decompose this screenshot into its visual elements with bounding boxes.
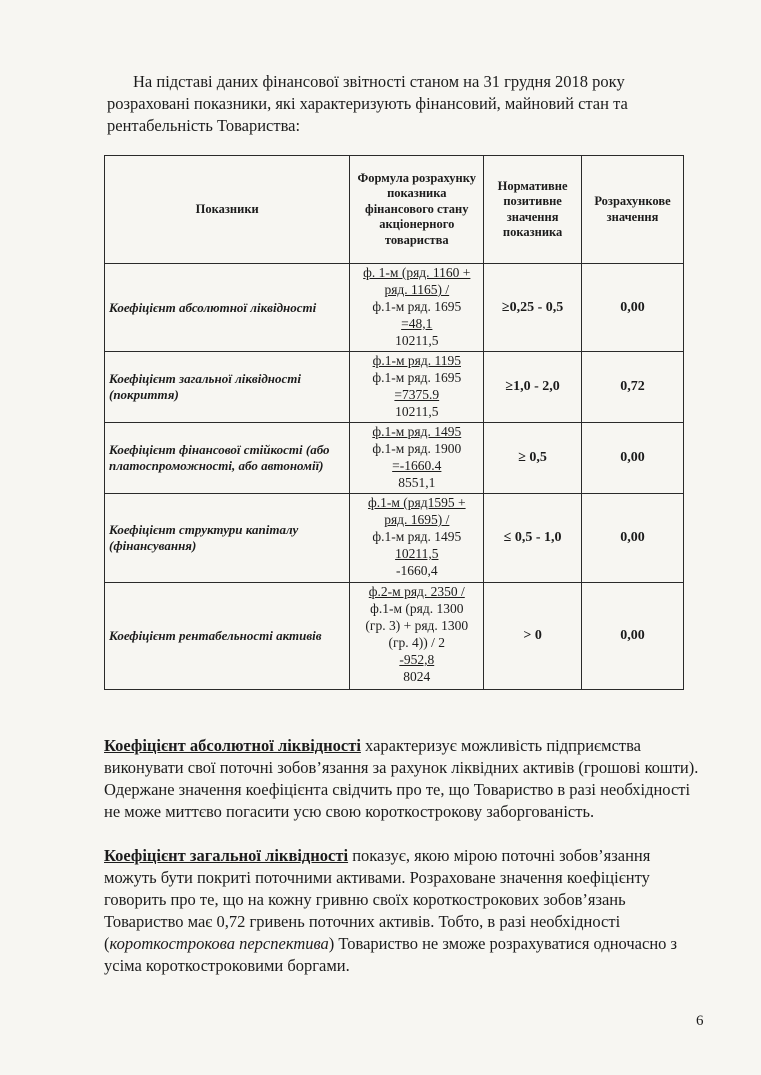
formula-line: 8024 bbox=[403, 669, 431, 684]
formula-line: ф.1-м ряд. 1695 bbox=[372, 370, 462, 385]
paragraph-text: характеризує можливість підприємства виконувати свої поточні зобов’язання за рахунок ліквідних активів (грошові кошти). Одержане значення коефіцієнта свідчить про те, що Товариство в разі необхідності не може миттєво погасити усю свою короткострокову заборгованість. bbox=[104, 736, 699, 821]
formula-line: ф.1-м (ряд1595 + bbox=[367, 495, 466, 510]
row-value: 0,00 bbox=[582, 494, 684, 583]
intro-text: На підставі даних фінансової звітності станом на 31 грудня 2018 року розраховані показники, які характеризують фінансовий, майновий стан та рентабельність Товариства: bbox=[107, 72, 628, 135]
row-norm: ≤ 0,5 - 1,0 bbox=[484, 494, 582, 583]
formula-line: ф.1-м ряд. 1195 bbox=[372, 353, 461, 368]
formula-line: 10211,5 bbox=[395, 546, 439, 561]
header-formula: Формула розрахунку показника фінансового стану акціонерного товариства bbox=[350, 156, 484, 264]
row-norm: ≥0,25 - 0,5 bbox=[484, 264, 582, 352]
header-norm: Нормативне позитивне значення показника bbox=[484, 156, 582, 264]
paragraph-text: ) Товариство не зможе розрахуватися одночасно з усіма короткостроковими боргами. bbox=[104, 934, 678, 975]
row-formula bbox=[350, 264, 484, 352]
row-formula bbox=[350, 352, 484, 423]
formula-line: ф.2-м ряд. 2350 / bbox=[368, 584, 465, 599]
table-row bbox=[105, 583, 684, 690]
formula-line: ф.1-м ряд. 1495 bbox=[372, 529, 462, 544]
term-absolute-liquidity: Коефіцієнт абсолютної ліквідності bbox=[104, 736, 361, 755]
formula-line: -952,8 bbox=[399, 652, 435, 667]
paragraph-absolute-liquidity bbox=[104, 735, 704, 823]
formula-line: -1660,4 bbox=[395, 563, 438, 578]
formula-line: (гр. 4)) / 2 bbox=[388, 635, 446, 650]
table-row bbox=[105, 352, 684, 423]
formula-line: ф.1-м (ряд. 1300 bbox=[370, 601, 464, 616]
row-norm: > 0 bbox=[484, 583, 582, 690]
row-value: 0,72 bbox=[582, 352, 684, 423]
row-value: 0,00 bbox=[582, 423, 684, 494]
row-name: Коефіцієнт рентабельності активів bbox=[105, 583, 350, 690]
row-name: Коефіцієнт загальної ліквідності (покриття) bbox=[105, 352, 350, 423]
formula-line: =48,1 bbox=[401, 316, 433, 331]
formula-line: ф.1-м ряд. 1495 bbox=[372, 424, 462, 439]
formula-line: (гр. 3) + ряд. 1300 bbox=[365, 618, 469, 633]
row-norm: ≥1,0 - 2,0 bbox=[484, 352, 582, 423]
formula-line: =-1660.4 bbox=[392, 458, 442, 473]
financial-indicators-table bbox=[104, 155, 684, 690]
italic-phrase: короткострокова перспектива bbox=[109, 934, 329, 953]
row-formula bbox=[350, 494, 484, 583]
term-general-liquidity: Коефіцієнт загальної ліквідності bbox=[104, 846, 349, 865]
table-row bbox=[105, 494, 684, 583]
paragraph-text: показує, якою мірою поточні зобов’язання можуть бути покриті поточними активами. Розраховане значення коефіцієнту говорить про те, що на кожну гривню своїх короткострокових зобов’язань Товариство має 0,72 гривень поточних активів. Тобто, в разі необхідності ( bbox=[104, 846, 651, 953]
formula-line: 8551,1 bbox=[398, 475, 436, 490]
row-formula bbox=[350, 423, 484, 494]
formula-line: ф. 1-м (ряд. 1160 + bbox=[363, 265, 471, 280]
formula-line: ряд. 1695) / bbox=[384, 512, 450, 527]
row-name: Коефіцієнт структури капіталу (фінансування) bbox=[105, 494, 350, 583]
header-calculated: Розрахункове значення bbox=[582, 156, 684, 264]
row-value: 0,00 bbox=[582, 583, 684, 690]
formula-line: =7375.9 bbox=[394, 387, 440, 402]
row-name: Коефіцієнт абсолютної ліквідності bbox=[105, 264, 350, 352]
table-header-row bbox=[105, 156, 684, 264]
formula-line: ряд. 1165) / bbox=[384, 282, 450, 297]
row-formula bbox=[350, 583, 484, 690]
header-indicators: Показники bbox=[105, 156, 350, 264]
row-value: 0,00 bbox=[582, 264, 684, 352]
table-row bbox=[105, 423, 684, 494]
formula-line: ф.1-м ряд. 1900 bbox=[372, 441, 462, 456]
row-name: Коефіцієнт фінансової стійкості (або платоспроможності, або автономії) bbox=[105, 423, 350, 494]
row-norm: ≥ 0,5 bbox=[484, 423, 582, 494]
table-row bbox=[105, 264, 684, 352]
formula-line: ф.1-м ряд. 1695 bbox=[372, 299, 462, 314]
formula-line: 10211,5 bbox=[395, 333, 439, 348]
page-number: 6 bbox=[696, 1013, 704, 1029]
intro-paragraph bbox=[107, 71, 707, 137]
paragraph-general-liquidity bbox=[104, 845, 704, 977]
formula-line: 10211,5 bbox=[395, 404, 439, 419]
